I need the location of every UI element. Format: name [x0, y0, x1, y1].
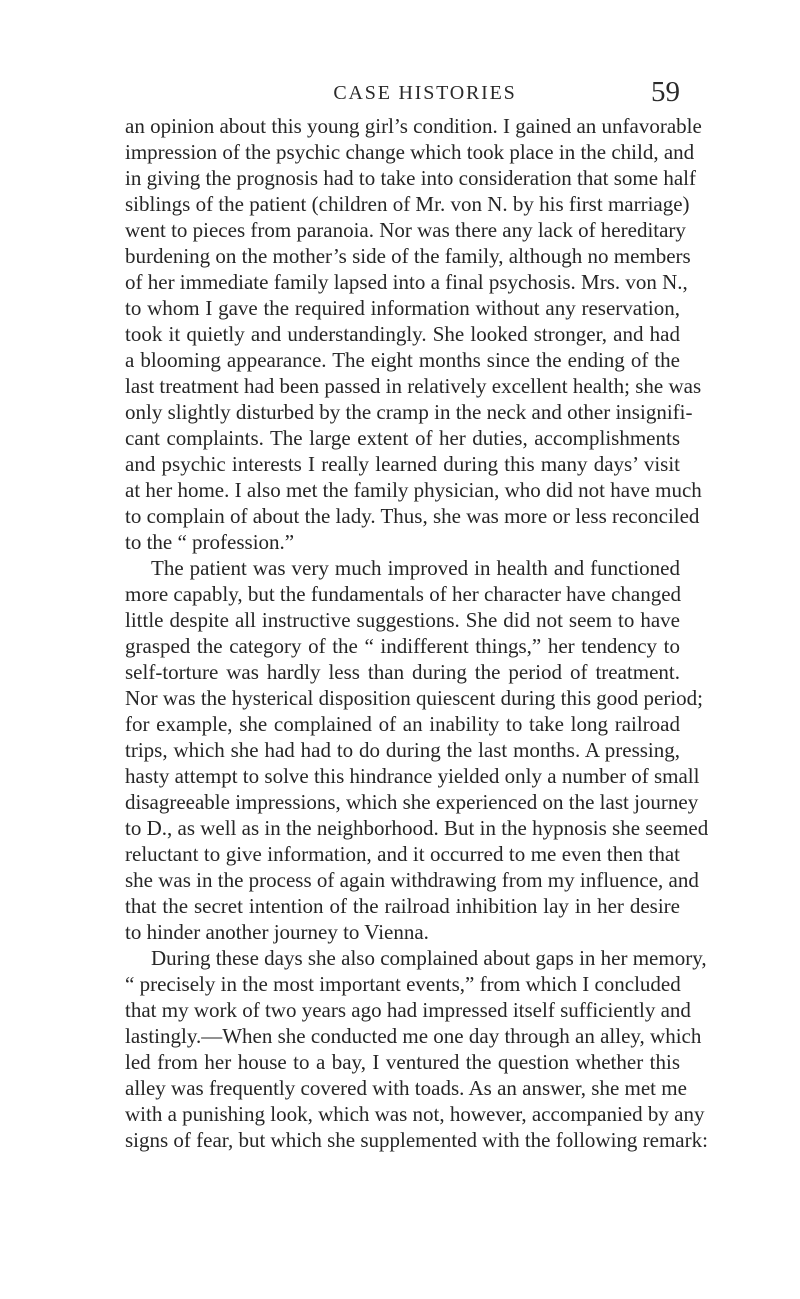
text-line: hasty attempt to solve this hindrance yielded only a number of small — [125, 764, 700, 788]
text-line: siblings of the patient (children of Mr. von N. by his first marriage) — [125, 192, 690, 216]
text-line: to D., as well as in the neighborhood. But in the hypnosis she seemed — [125, 816, 709, 840]
text-line: more capably, but the fundamentals of her character have changed — [125, 582, 682, 606]
text-line: an opinion about this young girl’s condition. I gained an unfavorable — [125, 114, 702, 138]
text-line: little despite all instructive suggestions. She did not seem to have — [125, 608, 680, 632]
text-line: disagreeable impressions, which she experienced on the last journey — [125, 790, 699, 814]
paragraph-last-line: to hinder another journey to Vienna. — [125, 920, 429, 944]
text-line: to whom I gave the required information without any reservation, — [125, 296, 680, 320]
text-line: lastingly.—When she conducted me one day through an alley, which — [125, 1024, 702, 1048]
text-line: cant complaints. The large extent of her duties, accomplishments — [125, 426, 680, 450]
paragraph-first-line: The patient was very much improved in health and functioned — [151, 556, 680, 580]
paragraph-last-line: to the “ profession.” — [125, 530, 295, 554]
page-number: 59 — [651, 76, 680, 108]
text-line: burdening on the mother’s side of the family, although no members — [125, 244, 691, 268]
text-line: with a punishing look, which was not, however, accompanied by any — [125, 1102, 705, 1126]
text-line: Nor was the hysterical disposition quiescent during this good period; — [125, 686, 703, 710]
text-line: self-torture was hardly less than during the period of treatment. — [125, 660, 680, 684]
text-line: went to pieces from paranoia. Nor was there any lack of hereditary — [125, 218, 686, 242]
text-line: led from her house to a bay, I ventured the question whether this — [125, 1050, 680, 1074]
text-line: that my work of two years ago had impressed itself sufficiently and — [125, 998, 691, 1022]
text-line: and psychic interests I really learned during this many days’ visit — [125, 452, 680, 476]
text-line: only slightly disturbed by the cramp in the neck and other insignifi- — [125, 400, 693, 424]
text-line: that the secret intention of the railroad inhibition lay in her desire — [125, 894, 680, 918]
text-line: for example, she complained of an inability to take long railroad — [125, 712, 680, 736]
text-line: alley was frequently covered with toads. As an answer, she met me — [125, 1076, 687, 1100]
text-line: grasped the category of the “ indifferent things,” her tendency to — [125, 634, 680, 658]
text-line: she was in the process of again withdrawing from my influence, and — [125, 868, 699, 892]
text-line: at her home. I also met the family physician, who did not have much — [125, 478, 702, 502]
text-line: to complain of about the lady. Thus, she was more or less reconciled — [125, 504, 700, 528]
running-title: CASE HISTORIES — [333, 82, 517, 104]
running-head — [125, 78, 680, 114]
text-line: signs of fear, but which she supplemented with the following remark: — [125, 1128, 708, 1152]
text-line: in giving the prognosis had to take into consideration that some half — [125, 166, 696, 190]
text-line: trips, which she had had to do during the last months. A pressing, — [125, 738, 680, 762]
text-line: a blooming appearance. The eight months since the ending of the — [125, 348, 680, 372]
text-line: “ precisely in the most important events,” from which I concluded — [125, 972, 681, 996]
text-line: of her immediate family lapsed into a final psychosis. Mrs. von N., — [125, 270, 688, 294]
text-line: reluctant to give information, and it occurred to me even then that — [125, 842, 680, 866]
body-text — [125, 113, 709, 1153]
text-line: impression of the psychic change which took place in the child, and — [125, 140, 695, 164]
text-line: took it quietly and understandingly. She looked stronger, and had — [125, 322, 680, 346]
text-line: last treatment had been passed in relatively excellent health; she was — [125, 374, 702, 398]
paragraph-first-line: During these days she also complained about gaps in her memory, — [151, 946, 707, 970]
